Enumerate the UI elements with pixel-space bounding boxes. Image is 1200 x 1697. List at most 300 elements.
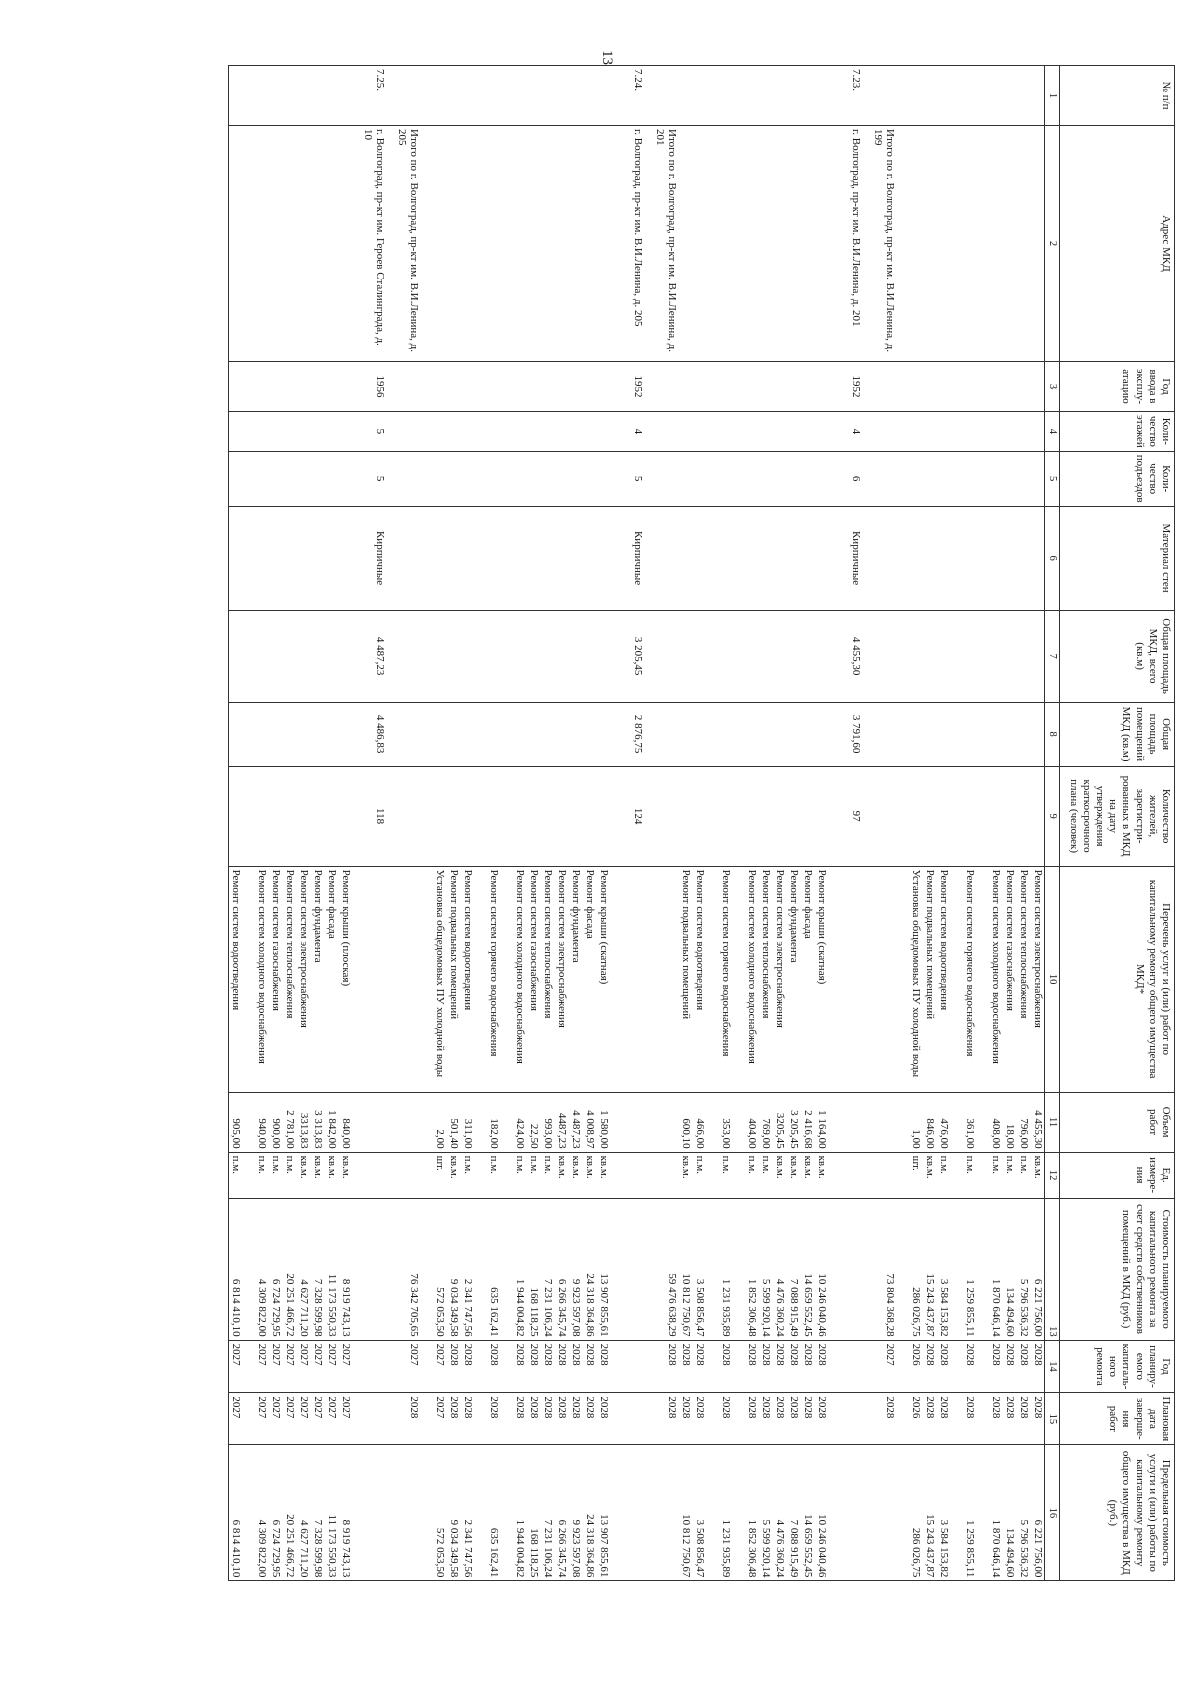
empty-cell — [951, 766, 977, 866]
empty-cell — [597, 126, 611, 362]
end-year-cell: 2028 — [787, 1393, 801, 1445]
empty-cell — [1003, 702, 1017, 766]
empty-cell — [447, 412, 461, 452]
address-row — [353, 66, 387, 1581]
work-name-cell: Ремонт систем электроснабжения — [297, 866, 311, 1092]
col-number: 6 — [1045, 506, 1060, 610]
rooms-area-cell: 2 876,75 — [611, 702, 645, 766]
empty-cell — [229, 451, 243, 506]
work-row — [475, 66, 501, 1581]
work-row — [229, 66, 243, 1581]
work-row — [937, 66, 951, 1581]
end-year-cell: 2028 — [461, 1393, 475, 1445]
empty-cell — [475, 126, 501, 362]
empty-cell — [923, 702, 937, 766]
empty-cell — [475, 610, 501, 702]
empty-cell — [759, 451, 773, 506]
empty-cell — [339, 702, 353, 766]
repair-year-cell: 2028 — [597, 1340, 611, 1393]
empty-cell — [679, 702, 693, 766]
empty-cell — [897, 362, 923, 412]
empty-cell — [597, 766, 611, 866]
empty-cell — [229, 412, 243, 452]
empty-cell — [773, 66, 787, 126]
unit-cell: п.м. — [977, 1152, 1003, 1198]
cost-cell: 4 309 822,00 — [243, 1198, 269, 1340]
empty-cell — [733, 126, 759, 362]
cost-cell: 6 814 410,10 — [229, 1198, 243, 1340]
volume-cell: 22,50 — [527, 1092, 541, 1152]
work-row — [527, 66, 541, 1581]
empty-cell — [977, 412, 1003, 452]
volume-cell: 501,40 — [447, 1092, 461, 1152]
empty-cell — [421, 66, 447, 126]
empty-cell — [707, 702, 733, 766]
empty-cell — [1017, 412, 1031, 452]
work-row — [787, 66, 801, 1581]
empty-cell — [311, 66, 325, 126]
empty-cell — [325, 126, 339, 362]
empty-cell — [1003, 66, 1017, 126]
empty-cell — [243, 506, 269, 610]
unit-cell: п.м. — [759, 1152, 773, 1198]
limit-cost-cell: 4 309 822,00 — [243, 1445, 269, 1581]
floors-cell: 5 — [353, 412, 387, 452]
empty-cell — [937, 702, 951, 766]
empty-cell — [977, 506, 1003, 610]
work-row — [541, 66, 555, 1581]
repair-year-cell: 2028 — [1017, 1340, 1031, 1393]
empty-cell — [501, 362, 527, 412]
empty-cell — [353, 1340, 387, 1393]
col-number: 3 — [1045, 362, 1060, 412]
empty-cell — [339, 610, 353, 702]
empty-cell — [787, 610, 801, 702]
end-year-cell: 2028 — [977, 1393, 1003, 1445]
col-number: 12 — [1045, 1152, 1060, 1198]
empty-cell — [353, 1393, 387, 1445]
empty-cell — [679, 412, 693, 452]
empty-cell — [937, 66, 951, 126]
empty-cell — [733, 362, 759, 412]
col-header: Ед. измере-ния — [1060, 1152, 1175, 1198]
work-row — [1031, 66, 1045, 1581]
wall-material-cell: Кирпичные — [611, 506, 645, 610]
col-header: Материал стен — [1060, 506, 1175, 610]
empty-cell — [977, 126, 1003, 362]
repair-year-cell: 2028 — [693, 1340, 707, 1393]
year-built-cell: 1956 — [353, 362, 387, 412]
limit-cost-cell: 6 724 729,95 — [269, 1445, 283, 1581]
empty-cell — [1017, 702, 1031, 766]
end-year-cell: 2028 — [815, 1393, 829, 1445]
volume-cell: 840,00 — [339, 1092, 353, 1152]
residents-cell: 124 — [611, 766, 645, 866]
empty-cell — [801, 702, 815, 766]
repair-year-cell: 2028 — [937, 1340, 951, 1393]
empty-cell — [475, 451, 501, 506]
repair-year-cell: 2028 — [977, 1340, 1003, 1393]
volume-cell: 1 164,00 — [815, 1092, 829, 1152]
empty-cell — [897, 610, 923, 702]
empty-cell — [475, 362, 501, 412]
empty-cell — [645, 1445, 679, 1581]
limit-cost-cell: 11 173 550,33 — [325, 1445, 339, 1581]
empty-cell — [583, 766, 597, 866]
empty-cell — [951, 412, 977, 452]
empty-cell — [787, 126, 801, 362]
empty-cell — [297, 66, 311, 126]
col-number: 13 — [1045, 1198, 1060, 1340]
empty-cell — [733, 702, 759, 766]
unit-cell: п.м. — [475, 1152, 501, 1198]
unit-cell: кв.м. — [923, 1152, 937, 1198]
empty-cell — [541, 126, 555, 362]
empty-cell — [447, 702, 461, 766]
work-row — [339, 66, 353, 1581]
empty-cell — [541, 766, 555, 866]
empty-cell — [447, 66, 461, 126]
empty-cell — [569, 766, 583, 866]
repair-year-cell: 2028 — [773, 1340, 787, 1393]
volume-cell: 424,00 — [501, 1092, 527, 1152]
empty-cell — [447, 126, 461, 362]
empty-cell — [679, 66, 693, 126]
empty-cell — [353, 1152, 387, 1198]
end-year-cell: 2027 — [243, 1393, 269, 1445]
work-name-cell: Ремонт систем газоснабжения — [1003, 866, 1017, 1092]
cost-cell: 8 919 743,13 — [339, 1198, 353, 1340]
unit-cell: кв.м. — [555, 1152, 569, 1198]
cost-cell: 1 870 646,14 — [977, 1198, 1003, 1340]
cost-cell: 5 796 536,32 — [1017, 1198, 1031, 1340]
col-header: Коли-чество этажей — [1060, 412, 1175, 452]
work-row — [815, 66, 829, 1581]
work-row — [501, 66, 527, 1581]
empty-cell — [829, 866, 863, 1092]
empty-cell — [597, 702, 611, 766]
repair-year-cell: 2027 — [297, 1340, 311, 1393]
row-number: 7.23. — [829, 66, 863, 126]
empty-cell — [1017, 610, 1031, 702]
volume-cell: 361,00 — [951, 1092, 977, 1152]
limit-cost-cell: 4 627 711,20 — [297, 1445, 311, 1581]
empty-cell — [461, 610, 475, 702]
empty-cell — [733, 766, 759, 866]
empty-cell — [611, 1340, 645, 1393]
work-name-cell: Ремонт систем электроснабжения — [555, 866, 569, 1092]
end-year-cell: 2028 — [583, 1393, 597, 1445]
total-end-cell: 2028 — [863, 1393, 897, 1445]
empty-cell — [339, 126, 353, 362]
cost-cell: 4 627 711,20 — [297, 1198, 311, 1340]
empty-cell — [937, 126, 951, 362]
address-cell: г. Волгоград, пр-кт им. В.И.Ленина, д. 201 — [829, 126, 863, 362]
empty-cell — [229, 126, 243, 362]
total-year-cell: 2028 — [645, 1340, 679, 1393]
empty-cell — [1017, 126, 1031, 362]
col-header: Год ввода в эксплу-атацию — [1060, 362, 1175, 412]
total-area-cell: 4 487,23 — [353, 610, 387, 702]
empty-cell — [759, 362, 773, 412]
empty-cell — [801, 610, 815, 702]
cost-cell: 11 173 550,33 — [325, 1198, 339, 1340]
empty-cell — [829, 1092, 863, 1152]
empty-cell — [1017, 766, 1031, 866]
volume-cell: 2 416,68 — [801, 1092, 815, 1152]
empty-cell — [353, 1445, 387, 1581]
work-name-cell: Ремонт систем холодного водоснабжения — [501, 866, 527, 1092]
empty-cell — [421, 702, 447, 766]
work-name-cell: Ремонт систем водоотведения — [937, 866, 951, 1092]
work-name-cell: Ремонт систем холодного водоснабжения — [243, 866, 269, 1092]
unit-cell: кв.м. — [597, 1152, 611, 1198]
empty-cell — [283, 362, 297, 412]
empty-cell — [1031, 766, 1045, 866]
empty-cell — [421, 766, 447, 866]
work-name-cell: Ремонт фундамента — [311, 866, 325, 1092]
empty-cell — [597, 451, 611, 506]
empty-cell — [1031, 362, 1045, 412]
empty-cell — [311, 766, 325, 866]
empty-cell — [461, 506, 475, 610]
volume-cell: 4 008,97 — [583, 1092, 597, 1152]
limit-cost-cell: 7 231 106,24 — [541, 1445, 555, 1581]
empty-cell — [815, 451, 829, 506]
entrances-cell: 5 — [611, 451, 645, 506]
empty-cell — [283, 451, 297, 506]
empty-cell — [283, 412, 297, 452]
repair-year-cell: 2027 — [283, 1340, 297, 1393]
end-year-cell: 2028 — [501, 1393, 527, 1445]
empty-cell — [679, 766, 693, 866]
empty-cell — [583, 126, 597, 362]
empty-cell — [387, 702, 421, 766]
end-year-cell: 2028 — [555, 1393, 569, 1445]
volume-cell: 408,00 — [977, 1092, 1003, 1152]
empty-cell — [243, 702, 269, 766]
empty-cell — [693, 451, 707, 506]
volume-cell: 2 781,00 — [283, 1092, 297, 1152]
empty-cell — [863, 866, 897, 1092]
empty-cell — [863, 1445, 897, 1581]
work-name-cell: Ремонт систем горячего водоснабжения — [951, 866, 977, 1092]
empty-cell — [693, 126, 707, 362]
cost-cell: 4 476 360,24 — [773, 1198, 787, 1340]
empty-cell — [679, 451, 693, 506]
unit-cell: п.м. — [733, 1152, 759, 1198]
empty-cell — [693, 362, 707, 412]
empty-cell — [951, 451, 977, 506]
work-row — [583, 66, 597, 1581]
empty-cell — [773, 766, 787, 866]
repair-year-cell: 2027 — [325, 1340, 339, 1393]
work-name-cell: Ремонт систем теплоснабжения — [541, 866, 555, 1092]
empty-cell — [597, 506, 611, 610]
col-number: 5 — [1045, 451, 1060, 506]
repair-year-cell: 2028 — [951, 1340, 977, 1393]
empty-cell — [951, 506, 977, 610]
empty-cell — [773, 702, 787, 766]
empty-cell — [387, 362, 421, 412]
empty-cell — [937, 451, 951, 506]
empty-cell — [923, 506, 937, 610]
col-header: Предельная стоимость услуги и (или) работы по капитальному ремонту общего имущества в МКД (руб.) — [1060, 1445, 1175, 1581]
empty-cell — [555, 66, 569, 126]
empty-cell — [229, 362, 243, 412]
empty-cell — [229, 66, 243, 126]
empty-cell — [597, 610, 611, 702]
repair-year-cell: 2028 — [501, 1340, 527, 1393]
empty-cell — [297, 126, 311, 362]
work-name-cell: Ремонт фасада — [325, 866, 339, 1092]
empty-cell — [283, 66, 297, 126]
empty-cell — [447, 506, 461, 610]
empty-cell — [937, 362, 951, 412]
empty-cell — [447, 451, 461, 506]
empty-cell — [541, 412, 555, 452]
empty-cell — [707, 412, 733, 452]
empty-cell — [297, 766, 311, 866]
empty-cell — [421, 506, 447, 610]
work-row — [897, 66, 923, 1581]
empty-cell — [353, 866, 387, 1092]
empty-cell — [923, 66, 937, 126]
empty-cell — [923, 362, 937, 412]
volume-cell: 311,00 — [461, 1092, 475, 1152]
empty-cell — [645, 766, 679, 866]
empty-cell — [1017, 451, 1031, 506]
volume-cell: 3 313,83 — [311, 1092, 325, 1152]
empty-cell — [815, 506, 829, 610]
col-number: 2 — [1045, 126, 1060, 362]
empty-cell — [243, 610, 269, 702]
end-year-cell: 2028 — [527, 1393, 541, 1445]
work-name-cell: Ремонт систем холодного водоснабжения — [733, 866, 759, 1092]
empty-cell — [733, 412, 759, 452]
empty-cell — [475, 702, 501, 766]
column-number-row — [1045, 66, 1060, 1581]
empty-cell — [1031, 126, 1045, 362]
empty-cell — [773, 451, 787, 506]
empty-cell — [815, 126, 829, 362]
empty-cell — [773, 126, 787, 362]
empty-cell — [611, 1393, 645, 1445]
empty-cell — [501, 702, 527, 766]
volume-cell: 476,00 — [937, 1092, 951, 1152]
empty-cell — [693, 66, 707, 126]
volume-cell: 1,00 — [897, 1092, 923, 1152]
empty-cell — [269, 702, 283, 766]
work-row — [1017, 66, 1031, 1581]
empty-cell — [829, 1393, 863, 1445]
empty-cell — [1017, 362, 1031, 412]
work-row — [569, 66, 583, 1581]
empty-cell — [815, 412, 829, 452]
limit-cost-cell: 2 341 747,56 — [461, 1445, 475, 1581]
end-year-cell: 2027 — [283, 1393, 297, 1445]
empty-cell — [773, 362, 787, 412]
residents-cell: 118 — [353, 766, 387, 866]
empty-cell — [977, 66, 1003, 126]
empty-cell — [1031, 66, 1045, 126]
end-year-cell: 2028 — [773, 1393, 787, 1445]
empty-cell — [951, 610, 977, 702]
unit-cell: шт. — [421, 1152, 447, 1198]
empty-cell — [569, 702, 583, 766]
total-row — [645, 66, 679, 1581]
empty-cell — [311, 702, 325, 766]
empty-cell — [339, 766, 353, 866]
col-number: 14 — [1045, 1340, 1060, 1393]
empty-cell — [541, 702, 555, 766]
end-year-cell: 2028 — [693, 1393, 707, 1445]
cost-cell: 20 251 466,72 — [283, 1198, 297, 1340]
unit-cell: кв.м. — [569, 1152, 583, 1198]
cost-cell: 13 907 855,61 — [597, 1198, 611, 1340]
total-area-cell: 3 205,45 — [611, 610, 645, 702]
floors-cell: 4 — [829, 412, 863, 452]
empty-cell — [611, 1152, 645, 1198]
empty-cell — [461, 362, 475, 412]
rooms-area-cell: 4 486,83 — [353, 702, 387, 766]
empty-cell — [339, 451, 353, 506]
unit-cell: кв.м. — [297, 1152, 311, 1198]
empty-cell — [1031, 506, 1045, 610]
repair-year-cell: 2028 — [447, 1340, 461, 1393]
col-number: 11 — [1045, 1092, 1060, 1152]
end-year-cell: 2027 — [339, 1393, 353, 1445]
repair-year-cell: 2028 — [583, 1340, 597, 1393]
empty-cell — [645, 66, 679, 126]
unit-cell: кв.м. — [583, 1152, 597, 1198]
empty-cell — [923, 451, 937, 506]
empty-cell — [863, 1152, 897, 1198]
volume-cell: 900,00 — [269, 1092, 283, 1152]
empty-cell — [897, 702, 923, 766]
empty-cell — [325, 66, 339, 126]
empty-cell — [421, 451, 447, 506]
empty-cell — [645, 702, 679, 766]
empty-cell — [829, 1340, 863, 1393]
work-row — [325, 66, 339, 1581]
repair-year-cell: 2028 — [1031, 1340, 1045, 1393]
empty-cell — [863, 66, 897, 126]
end-year-cell: 2028 — [801, 1393, 815, 1445]
empty-cell — [269, 506, 283, 610]
col-header: Объем работ — [1060, 1092, 1175, 1152]
cost-cell: 7 088 915,49 — [787, 1198, 801, 1340]
end-year-cell: 2027 — [269, 1393, 283, 1445]
work-row — [597, 66, 611, 1581]
empty-cell — [801, 451, 815, 506]
row-number: 7.24. — [611, 66, 645, 126]
empty-cell — [461, 66, 475, 126]
empty-cell — [501, 610, 527, 702]
address-row — [611, 66, 645, 1581]
volume-cell: 846,00 — [923, 1092, 937, 1152]
empty-cell — [527, 362, 541, 412]
limit-cost-cell: 1 870 646,14 — [977, 1445, 1003, 1581]
empty-cell — [583, 610, 597, 702]
work-row — [679, 66, 693, 1581]
col-header: Адрес МКД — [1060, 126, 1175, 362]
empty-cell — [645, 451, 679, 506]
empty-cell — [693, 702, 707, 766]
empty-cell — [679, 362, 693, 412]
empty-cell — [555, 412, 569, 452]
limit-cost-cell: 13 907 855,61 — [597, 1445, 611, 1581]
